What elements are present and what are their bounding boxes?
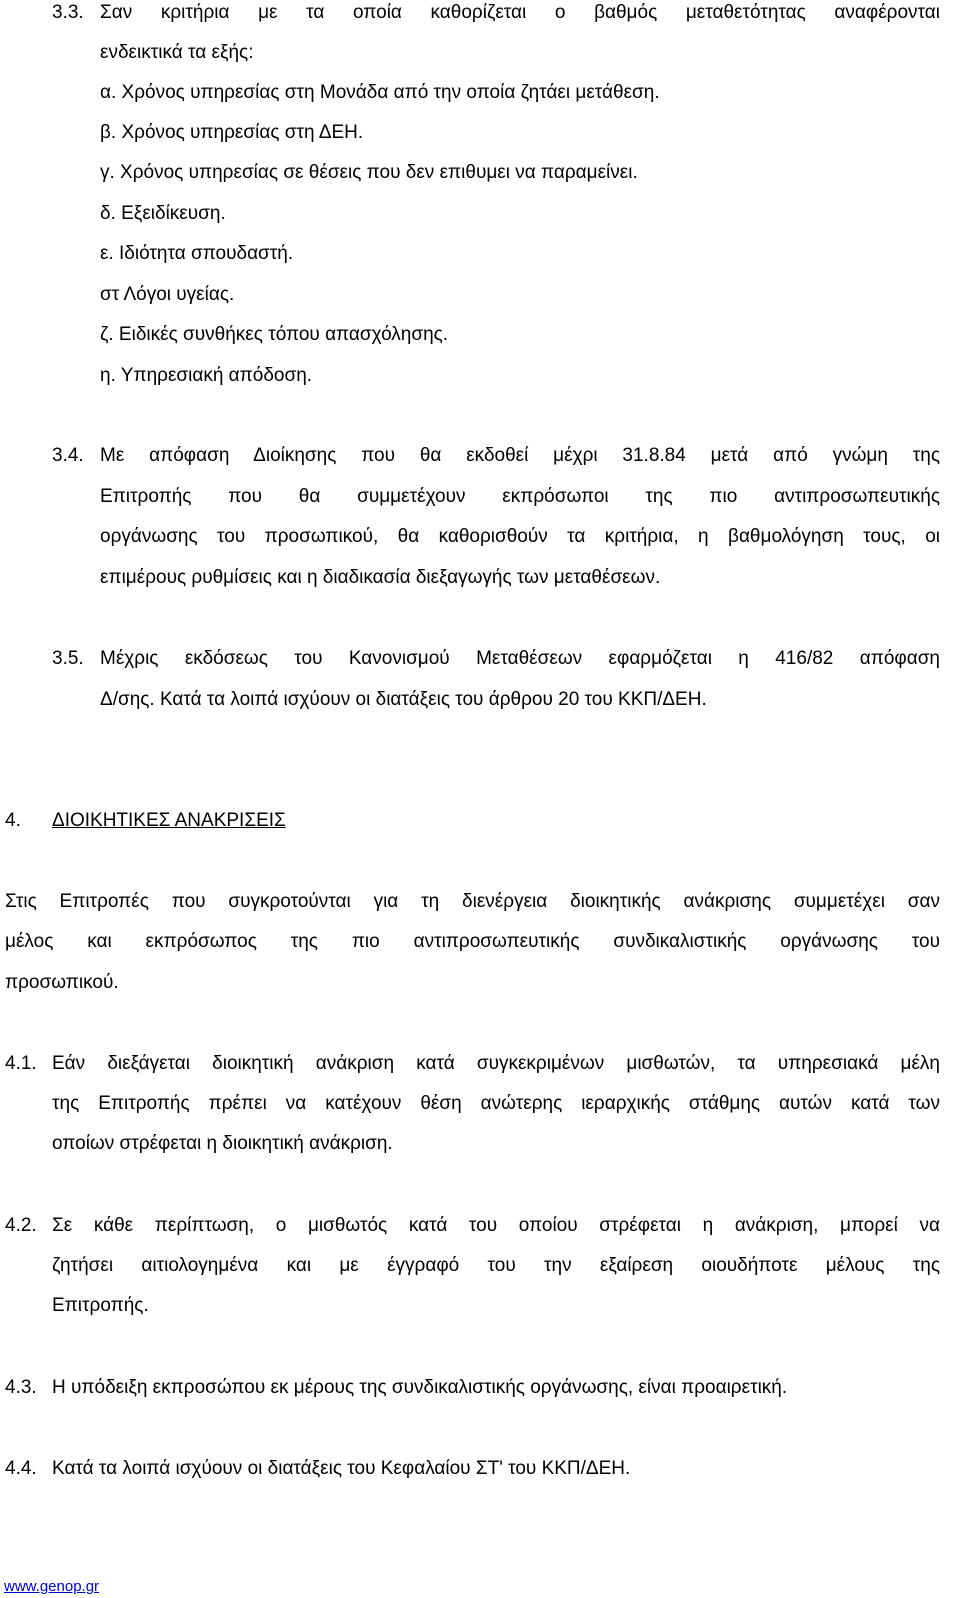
section-4-1-line: Εάν διεξάγεται διοικητική ανάκριση κατά συγκεκριμένων μισθωτών, τα υπηρεσιακά μέλη	[52, 1053, 940, 1074]
criteria-item: β. Χρόνος υπηρεσίας στη ΔΕΗ.	[100, 122, 364, 143]
section-3-4-line: οργάνωσης του προσωπικού, θα καθορισθούν τα κριτήρια, η βαθμολόγηση τους, οι	[100, 526, 940, 547]
section-3-5-number: 3.5.	[52, 648, 84, 669]
section-4-intro-line: Στις Επιτροπές που συγκροτούνται για τη διενέργεια διοικητικής ανάκρισης συμμετέχει σαν	[5, 891, 940, 912]
section-4-title: ΔΙΟΙΚΗΤΙΚΕΣ ΑΝΑΚΡΙΣΕΙΣ	[52, 810, 286, 831]
section-4-intro-line: προσωπικού.	[5, 972, 119, 993]
section-4-2-line: Επιτροπής.	[52, 1295, 149, 1316]
criteria-item: γ. Χρόνος υπηρεσίας σε θέσεις που δεν επιθυμει να παραμείνει.	[100, 162, 638, 183]
section-3-4-number: 3.4.	[52, 445, 84, 466]
criteria-item: στ Λόγοι υγείας.	[100, 284, 235, 305]
section-3-5-line: Μέχρις εκδόσεως του Κανονισμού Μεταθέσεων εφαρμόζεται η 416/82 απόφαση	[100, 648, 940, 669]
criteria-item: ζ. Ειδικές συνθήκες τόπου απασχόλησης.	[100, 324, 449, 345]
section-3-3-line-1: Σαν κριτήρια με τα οποία καθορίζεται ο βαθμός μεταθετότητας αναφέρονται	[100, 2, 940, 23]
section-3-3-number: 3.3.	[52, 2, 84, 23]
section-3-3-line-2: ενδεικτικά τα εξής:	[100, 42, 254, 63]
criteria-item: δ. Εξειδίκευση.	[100, 203, 226, 224]
section-4-2-number: 4.2.	[5, 1215, 37, 1236]
criteria-item: α. Χρόνος υπηρεσίας στη Μονάδα από την οποία ζητάει μετάθεση.	[100, 82, 660, 103]
section-4-1-line: της Επιτροπής πρέπει να κατέχουν θέση ανώτερης ιεραρχικής στάθμης αυτών κατά των	[52, 1093, 940, 1114]
section-4-intro-line: μέλος και εκπρόσωπος της πιο αντιπροσωπευτικής συνδικαλιστικής οργάνωσης του	[5, 931, 940, 952]
section-4-1-number: 4.1.	[5, 1053, 37, 1074]
section-4-4-number: 4.4.	[5, 1458, 37, 1479]
criteria-item: η. Υπηρεσιακή απόδοση.	[100, 365, 313, 386]
section-4-2-line: ζητήσει αιτιολογημένα και με έγγραφό του την εξαίρεση οιουδήποτε μέλους της	[52, 1255, 940, 1276]
criteria-item: ε. Ιδιότητα σπουδαστή.	[100, 243, 294, 264]
section-4-number: 4.	[5, 810, 21, 831]
section-4-4-text: Κατά τα λοιπά ισχύουν οι διατάξεις του Κεφαλαίου ΣΤ' του ΚΚΠ/ΔΕΗ.	[52, 1458, 631, 1479]
footer-website-link[interactable]: www.genop.gr	[4, 1578, 100, 1595]
section-4-3-text: Η υπόδειξη εκπροσώπου εκ μέρους της συνδικαλιστικής οργάνωσης, είναι προαιρετική.	[52, 1377, 788, 1398]
section-3-4-line: Επιτροπής που θα συμμετέχουν εκπρόσωποι της πιο αντιπροσωπευτικής	[100, 486, 940, 507]
section-4-1-line: οποίων στρέφεται η διοικητική ανάκριση.	[52, 1133, 393, 1154]
section-3-5-line: Δ/σης. Κατά τα λοιπά ισχύουν οι διατάξεις του άρθρου 20 του ΚΚΠ/ΔΕΗ.	[100, 689, 707, 710]
section-4-2-line: Σε κάθε περίπτωση, ο μισθωτός κατά του οποίου στρέφεται η ανάκριση, μπορεί να	[52, 1215, 940, 1236]
section-3-4-line: επιμέρους ρυθμίσεις και η διαδικασία διεξαγωγής των μεταθέσεων.	[100, 567, 661, 588]
section-4-3-number: 4.3.	[5, 1377, 37, 1398]
section-3-4-line: Με απόφαση Διοίκησης που θα εκδοθεί μέχρι 31.8.84 μετά από γνώμη της	[100, 445, 940, 466]
